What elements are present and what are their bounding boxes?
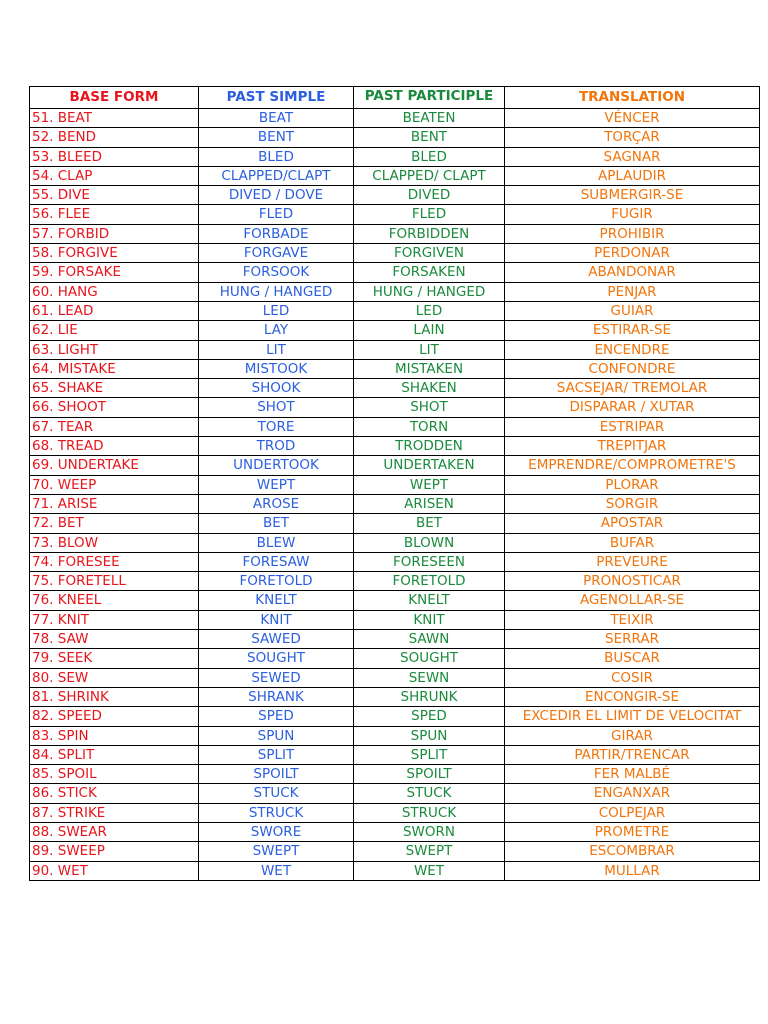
past-participle-cell: SOUGHT xyxy=(354,649,505,668)
translation-cell: ENCENDRE xyxy=(505,340,760,359)
past-simple-cell: SHRANK xyxy=(199,687,354,706)
base-form-cell: 84. SPLIT xyxy=(30,745,199,764)
translation-cell: COLPEJAR xyxy=(505,803,760,822)
table-row xyxy=(30,514,760,533)
table-row xyxy=(30,803,760,822)
base-form-cell: 56. FLEE xyxy=(30,205,199,224)
past-participle-cell: FORSAKEN xyxy=(354,263,505,282)
past-simple-cell: WEPT xyxy=(199,475,354,494)
past-participle-cell: TORN xyxy=(354,417,505,436)
base-form-cell: 69. UNDERTAKE xyxy=(30,456,199,475)
table-row xyxy=(30,166,760,185)
translation-cell: ESTRIPAR xyxy=(505,417,760,436)
past-participle-cell: SAWN xyxy=(354,630,505,649)
table-row xyxy=(30,340,760,359)
irregular-verbs-table xyxy=(29,86,760,881)
table-row xyxy=(30,765,760,784)
translation-cell: FUGIR xyxy=(505,205,760,224)
table-row xyxy=(30,282,760,301)
past-simple-cell: BLEW xyxy=(199,533,354,552)
past-simple-cell: MISTOOK xyxy=(199,359,354,378)
translation-cell: MULLAR xyxy=(505,861,760,880)
translation-cell: SACSEJAR/ TREMOLAR xyxy=(505,379,760,398)
table-row xyxy=(30,552,760,571)
base-form-cell: 55. DIVE xyxy=(30,186,199,205)
base-form-cell: 54. CLAP xyxy=(30,166,199,185)
past-simple-cell: SPOILT xyxy=(199,765,354,784)
past-simple-cell: FORESAW xyxy=(199,552,354,571)
past-simple-cell: SEWED xyxy=(199,668,354,687)
table-row xyxy=(30,591,760,610)
base-form-cell: 67. TEAR xyxy=(30,417,199,436)
base-form-cell: 87. STRIKE xyxy=(30,803,199,822)
past-participle-cell: SWEPT xyxy=(354,842,505,861)
past-participle-cell: BET xyxy=(354,514,505,533)
past-participle-cell: STUCK xyxy=(354,784,505,803)
table-row xyxy=(30,745,760,764)
past-participle-cell: SEWN xyxy=(354,668,505,687)
past-simple-cell: SPUN xyxy=(199,726,354,745)
past-simple-cell: SWEPT xyxy=(199,842,354,861)
base-form-cell: 79. SEEK xyxy=(30,649,199,668)
past-participle-cell: SHRUNK xyxy=(354,687,505,706)
table-row xyxy=(30,533,760,552)
past-simple-cell: LIT xyxy=(199,340,354,359)
header-base-form: BASE FORM xyxy=(30,87,199,109)
past-participle-cell: FORETOLD xyxy=(354,572,505,591)
base-form-cell: 89. SWEEP xyxy=(30,842,199,861)
table-row xyxy=(30,861,760,880)
table-row xyxy=(30,301,760,320)
base-form-cell: 61. LEAD xyxy=(30,301,199,320)
past-simple-cell: DIVED / DOVE xyxy=(199,186,354,205)
translation-cell: EXCEDIR EL LIMIT DE VELOCITAT xyxy=(505,707,760,726)
base-form-cell: 59. FORSAKE xyxy=(30,263,199,282)
translation-cell: PROHIBIR xyxy=(505,224,760,243)
base-form-cell: 75. FORETELL xyxy=(30,572,199,591)
translation-cell: APLAUDIR xyxy=(505,166,760,185)
past-participle-cell: SWORN xyxy=(354,822,505,841)
past-participle-cell: FLED xyxy=(354,205,505,224)
translation-cell: BUSCAR xyxy=(505,649,760,668)
past-simple-cell: FLED xyxy=(199,205,354,224)
translation-cell: VÉNCER xyxy=(505,109,760,128)
translation-cell: SORGIR xyxy=(505,494,760,513)
past-simple-cell: LED xyxy=(199,301,354,320)
translation-cell: BUFAR xyxy=(505,533,760,552)
translation-cell: COSIR xyxy=(505,668,760,687)
table-row xyxy=(30,572,760,591)
translation-cell: SUBMERGIR-SE xyxy=(505,186,760,205)
table-row xyxy=(30,437,760,456)
past-simple-cell: FORBADE xyxy=(199,224,354,243)
past-participle-cell: BENT xyxy=(354,128,505,147)
base-form-cell: 52. BEND xyxy=(30,128,199,147)
translation-cell: PLORAR xyxy=(505,475,760,494)
translation-cell: PERDONAR xyxy=(505,244,760,263)
translation-cell: EMPRENDRE/COMPROMETRE'S xyxy=(505,456,760,475)
past-simple-cell: SWORE xyxy=(199,822,354,841)
past-participle-cell: BLOWN xyxy=(354,533,505,552)
past-participle-cell: MISTAKEN xyxy=(354,359,505,378)
past-simple-cell: LAY xyxy=(199,321,354,340)
past-simple-cell: CLAPPED/CLAPT xyxy=(199,166,354,185)
base-form-cell: 82. SPEED xyxy=(30,707,199,726)
table-row xyxy=(30,707,760,726)
base-form-cell: 71. ARISE xyxy=(30,494,199,513)
header-translation: TRANSLATION xyxy=(505,87,760,109)
base-form-cell: 62. LIE xyxy=(30,321,199,340)
table-row xyxy=(30,147,760,166)
past-simple-cell: SOUGHT xyxy=(199,649,354,668)
translation-cell: APOSTAR xyxy=(505,514,760,533)
table-row xyxy=(30,186,760,205)
table-row xyxy=(30,649,760,668)
table-row xyxy=(30,224,760,243)
translation-cell: FER MALBÉ xyxy=(505,765,760,784)
base-form-cell: 63. LIGHT xyxy=(30,340,199,359)
past-participle-cell: SHAKEN xyxy=(354,379,505,398)
past-simple-cell: TROD xyxy=(199,437,354,456)
past-participle-cell: SPUN xyxy=(354,726,505,745)
past-participle-cell: FORGIVEN xyxy=(354,244,505,263)
base-form-cell: 65. SHAKE xyxy=(30,379,199,398)
base-form-cell: 78. SAW xyxy=(30,630,199,649)
base-form-cell: 80. SEW xyxy=(30,668,199,687)
base-form-cell: 76. KNEEL xyxy=(30,591,199,610)
past-simple-cell: BLED xyxy=(199,147,354,166)
table-body xyxy=(30,109,760,881)
table-row xyxy=(30,822,760,841)
table-row xyxy=(30,456,760,475)
past-participle-cell: CLAPPED/ CLAPT xyxy=(354,166,505,185)
translation-cell: PRONOSTICAR xyxy=(505,572,760,591)
translation-cell: PENJAR xyxy=(505,282,760,301)
table-row xyxy=(30,359,760,378)
translation-cell: AGENOLLAR-SE xyxy=(505,591,760,610)
past-simple-cell: FORGAVE xyxy=(199,244,354,263)
past-participle-cell: HUNG / HANGED xyxy=(354,282,505,301)
base-form-cell: 72. BET xyxy=(30,514,199,533)
past-simple-cell: STUCK xyxy=(199,784,354,803)
base-form-cell: 53. BLEED xyxy=(30,147,199,166)
past-simple-cell: TORE xyxy=(199,417,354,436)
translation-cell: GUIAR xyxy=(505,301,760,320)
translation-cell: SERRAR xyxy=(505,630,760,649)
base-form-cell: 90. WET xyxy=(30,861,199,880)
past-participle-cell: SHOT xyxy=(354,398,505,417)
past-participle-cell: STRUCK xyxy=(354,803,505,822)
translation-cell: PREVEURE xyxy=(505,552,760,571)
base-form-cell: 83. SPIN xyxy=(30,726,199,745)
base-form-cell: 88. SWEAR xyxy=(30,822,199,841)
past-simple-cell: SPED xyxy=(199,707,354,726)
table-row xyxy=(30,726,760,745)
past-participle-cell: BEATEN xyxy=(354,109,505,128)
past-participle-cell: DIVED xyxy=(354,186,505,205)
past-simple-cell: SPLIT xyxy=(199,745,354,764)
past-participle-cell: WEPT xyxy=(354,475,505,494)
table-row xyxy=(30,417,760,436)
base-form-cell: 74. FORESEE xyxy=(30,552,199,571)
table-row xyxy=(30,687,760,706)
past-simple-cell: SAWED xyxy=(199,630,354,649)
table-row xyxy=(30,494,760,513)
translation-cell: ABANDONAR xyxy=(505,263,760,282)
past-simple-cell: WET xyxy=(199,861,354,880)
table-row xyxy=(30,475,760,494)
table-row xyxy=(30,263,760,282)
translation-cell: PARTIR/TRENCAR xyxy=(505,745,760,764)
base-form-cell: 64. MISTAKE xyxy=(30,359,199,378)
past-simple-cell: HUNG / HANGED xyxy=(199,282,354,301)
base-form-cell: 77. KNIT xyxy=(30,610,199,629)
past-participle-cell: LIT xyxy=(354,340,505,359)
past-participle-cell: FORESEEN xyxy=(354,552,505,571)
table-row xyxy=(30,379,760,398)
past-participle-cell: KNELT xyxy=(354,591,505,610)
base-form-cell: 60. HANG xyxy=(30,282,199,301)
translation-cell: TREPITJAR xyxy=(505,437,760,456)
base-form-cell: 81. SHRINK xyxy=(30,687,199,706)
past-simple-cell: KNELT xyxy=(199,591,354,610)
table-row xyxy=(30,109,760,128)
base-form-cell: 86. STICK xyxy=(30,784,199,803)
base-form-cell: 51. BEAT xyxy=(30,109,199,128)
table-row xyxy=(30,610,760,629)
translation-cell: ESTIRAR-SE xyxy=(505,321,760,340)
translation-cell: TORÇAR xyxy=(505,128,760,147)
past-participle-cell: UNDERTAKEN xyxy=(354,456,505,475)
base-form-cell: 57. FORBID xyxy=(30,224,199,243)
past-participle-cell: KNIT xyxy=(354,610,505,629)
past-simple-cell: BEAT xyxy=(199,109,354,128)
translation-cell: TEIXIR xyxy=(505,610,760,629)
table-row xyxy=(30,630,760,649)
past-simple-cell: BET xyxy=(199,514,354,533)
past-simple-cell: STRUCK xyxy=(199,803,354,822)
translation-cell: PROMETRE xyxy=(505,822,760,841)
translation-cell: DISPARAR / XUTAR xyxy=(505,398,760,417)
past-simple-cell: FORETOLD xyxy=(199,572,354,591)
past-participle-cell: SPLIT xyxy=(354,745,505,764)
table-row xyxy=(30,842,760,861)
past-participle-cell: LED xyxy=(354,301,505,320)
base-form-cell: 85. SPOIL xyxy=(30,765,199,784)
past-participle-cell: LAIN xyxy=(354,321,505,340)
table-row xyxy=(30,244,760,263)
table-row xyxy=(30,205,760,224)
translation-cell: CONFONDRE xyxy=(505,359,760,378)
base-form-cell: 70. WEEP xyxy=(30,475,199,494)
base-form-cell: 68. TREAD xyxy=(30,437,199,456)
past-simple-cell: BENT xyxy=(199,128,354,147)
past-participle-cell: SPOILT xyxy=(354,765,505,784)
translation-cell: GIRAR xyxy=(505,726,760,745)
past-simple-cell: SHOT xyxy=(199,398,354,417)
past-participle-cell: WET xyxy=(354,861,505,880)
translation-cell: ENGANXAR xyxy=(505,784,760,803)
past-simple-cell: UNDERTOOK xyxy=(199,456,354,475)
translation-cell: SAGNAR xyxy=(505,147,760,166)
table-row xyxy=(30,128,760,147)
base-form-cell: 58. FORGIVE xyxy=(30,244,199,263)
translation-cell: ESCOMBRAR xyxy=(505,842,760,861)
past-simple-cell: AROSE xyxy=(199,494,354,513)
past-participle-cell: SPED xyxy=(354,707,505,726)
header-row xyxy=(30,87,760,109)
table-row xyxy=(30,784,760,803)
header-past-participle: PAST PARTICIPLE xyxy=(354,87,505,109)
past-simple-cell: KNIT xyxy=(199,610,354,629)
past-participle-cell: ARISEN xyxy=(354,494,505,513)
base-form-cell: 73. BLOW xyxy=(30,533,199,552)
table-row xyxy=(30,321,760,340)
past-participle-cell: BLED xyxy=(354,147,505,166)
translation-cell: ENCONGIR-SE xyxy=(505,687,760,706)
table-row xyxy=(30,398,760,417)
table-row xyxy=(30,668,760,687)
past-participle-cell: FORBIDDEN xyxy=(354,224,505,243)
past-simple-cell: FORSOOK xyxy=(199,263,354,282)
base-form-cell: 66. SHOOT xyxy=(30,398,199,417)
past-participle-cell: TRODDEN xyxy=(354,437,505,456)
header-past-simple: PAST SIMPLE xyxy=(199,87,354,109)
past-simple-cell: SHOOK xyxy=(199,379,354,398)
